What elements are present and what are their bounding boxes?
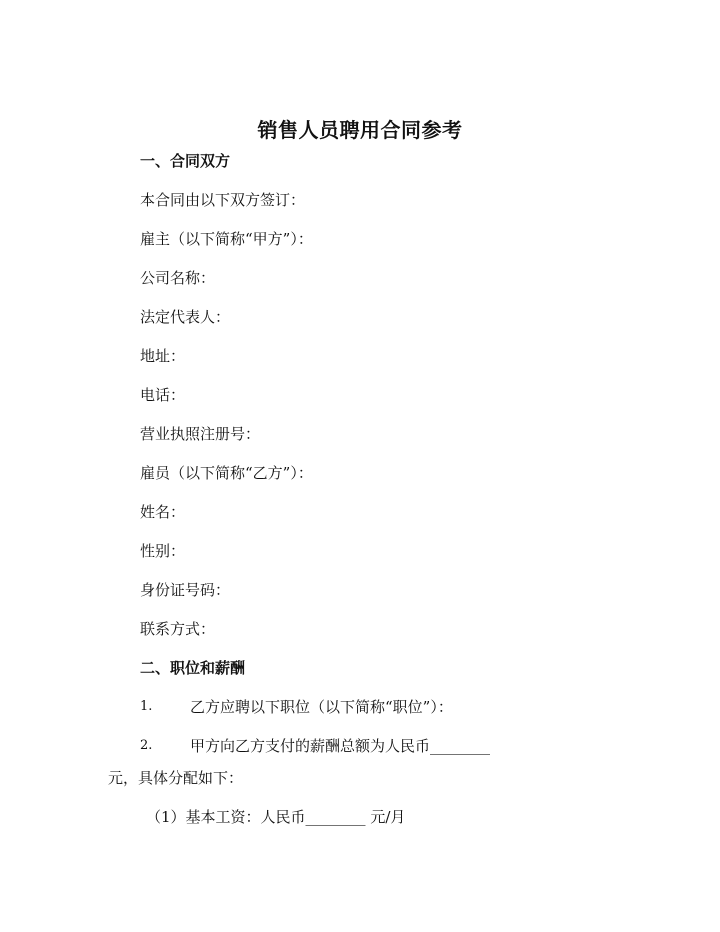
list-item-number: 1. [140,699,153,714]
text-line: 雇主（以下简称“甲方”）： [140,230,313,248]
text-line: 地址： [140,347,186,365]
text-line: 性别： [140,542,186,560]
section-heading-position-salary: 二、职位和薪酬 [140,659,246,677]
text-line: 雇员（以下简称“乙方”）： [140,464,313,482]
text-line: 法定代表人： [140,308,231,326]
list-item-number: 2. [140,738,153,753]
text-line: 姓名： [140,503,186,521]
list-item-text: 乙方应聘以下职位（以下简称“职位”）： [190,698,453,716]
text-line: 公司名称： [140,269,216,287]
text-line: 电话： [140,386,186,404]
sub-item-text: （1）基本工资：人民币________ 元/月 [146,808,406,826]
text-line: 营业执照注册号： [140,425,261,443]
list-item-text: 甲方向乙方支付的薪酬总额为人民币________ [190,737,491,755]
text-line: 联系方式： [140,620,216,638]
list-item-continuation: 元，具体分配如下： [108,769,244,787]
text-line: 本合同由以下双方签订： [140,191,306,209]
text-line: 身份证号码： [140,581,231,599]
section-heading-parties: 一、合同双方 [140,152,231,170]
document-title: 销售人员聘用合同参考 [257,118,463,142]
